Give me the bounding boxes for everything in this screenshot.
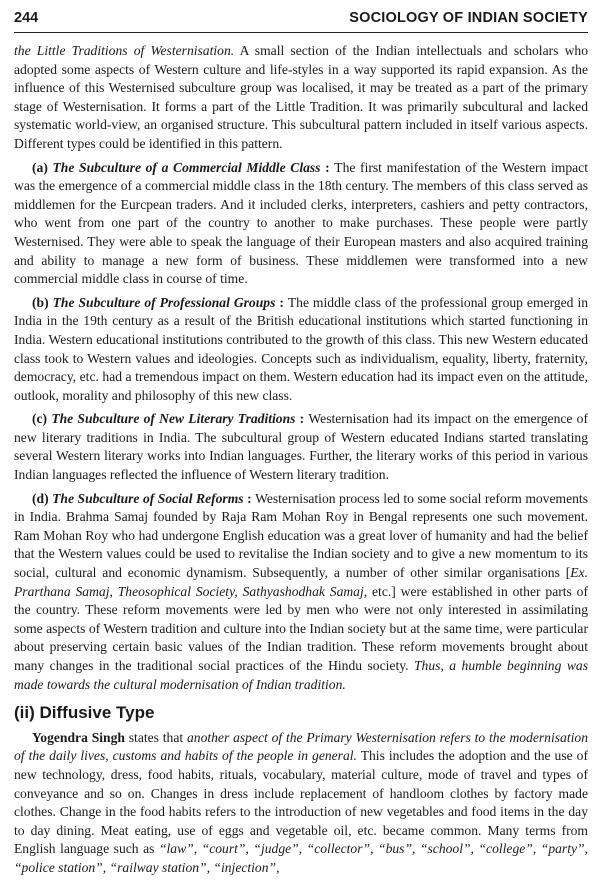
- intro-lead: the Little Traditions of Westernisation.: [14, 43, 235, 58]
- section-d-paragraph: (d) The Subculture of Social Reforms : Westernisation process led to some social reform movements in India. Brahma Samaj founded by Raja Ram Mohan Roy in Bengal represents one such movement. Ram Mohan Roy who had undergone English education was a great lover of humanity and had the belief that the Western values could be used to revitalise the Indian society and to give a new momentum to its social, cultural and economic dynamism. Subsequently, a number of other similar organisations [Ex. Prarthana Samaj, Theosophical Society, Sathyashodhak Samaj, etc.] were established in other parts of the country. These reform movements were led by men who were not only interested in assimilating some aspects of Western tradition and culture into the Indian society but at the same time, were particular about preserving certain basic values of the Indian tradition. These reform movements brought about many changes in the traditional social practices of the Hindu society. Thus, a humble beginning was made towards the cultural modernisation of Indian tradition.: [14, 490, 589, 692]
- diffusive-type-heading: (ii) Diffusive Type: [14, 703, 155, 723]
- section-d-text-1: Westernisation process led to some social reform movements in India. Brahma Samaj founded by Raja Ram Mohan Roy in Bengal represents one such movement. Ram Mohan Roy who had undergone English education was a great lover of humanity and had the belief that the Western values could be used to revitalise the Indian society and to give a new momentum to its social, cultural and economic dynamism. Subsequently, a number of other similar organisations [: [14, 490, 588, 581]
- section-c-text: Westernisation had its impact on the emergence of new literary traditions in India. The subcultural group of Western educated Indians started translating several Western literary works into Indian languages. Further, the literary works of this period in various Indian languages reflected the influence of Western literary tradition.: [14, 411, 588, 483]
- section-c-title: The Subculture of New Literary Traditions: [51, 411, 296, 427]
- diffusive-italic-statement: another aspect of the Primary Westernisation refers to the modernisation of the daily lives, customs and habits of the people in general.: [14, 729, 588, 764]
- diffusive-text: This includes the adoption and the use of new technology, dress, food habits, rituals, vocabulary, material culture, mode of travel and types of conveyance and so on. Changes in dress include replacement of handloom clothes by factory made clothes. Change in the food habits refers to the introduction of new vegetables and food items in the day to day dining. Meat eating, use of eggs and vegetable oil, etc. became common. Many terms from English language such as: [14, 748, 588, 857]
- running-head: SOCIOLOGY OF INDIAN SOCIETY: [349, 10, 588, 26]
- intro-paragraph: [14, 42, 588, 154]
- section-a-marker: (a): [32, 159, 48, 175]
- section-d-title: The Subculture of Social Reforms: [52, 490, 244, 506]
- diffusive-author: Yogendra Singh: [32, 729, 125, 745]
- diffusive-states: states that: [124, 729, 187, 745]
- section-d-marker: (d): [32, 490, 49, 506]
- diffusive-terms: “law”, “court”, “judge”, “collector”, “bus”, “school”, “college”, “party”, “police station”, “railway station”, “injection”,: [14, 841, 588, 875]
- page-header: [14, 6, 588, 33]
- section-b-paragraph: (b) The Subculture of Professional Groups : The middle class of the professional group emerged in India in the 19th century as a result of the British educational institutions which started functioning in India. Western educational institutions contributed to the growth of this class. This new Western educated class took to Western values and ideologies. Concepts such as individualism, equality, liberty, fraternity, democracy, etc. had a tremendous impact on them. Western education had its impact even on the attitude, outlook, morality and philosophy of this new class.: [14, 294, 589, 403]
- section-b-text: The middle class of the professional group emerged in India in the 19th century as a result of the British educational institutions which started functioning in India. Western educational institutions contributed to the growth of this class. This new Western educated class took to Western values and ideologies. Concepts such as individualism, equality, liberty, fraternity, democracy, etc. had a tremendous impact on them. Western education had its impact even on the attitude, outlook, morality and philosophy of this new class.: [14, 294, 589, 403]
- section-c-marker: (c): [32, 411, 48, 427]
- section-d-text-2: etc.] were established in other parts of the country. These reform movements were led by men who were not only interested in assimilating some aspects of Western tradition and culture into the Indian society but at the same time, were particular about preserving certain basic values of the Indian tradition. These reform movements brought about many changes in the traditional social practices of the Hindu society.: [14, 583, 588, 673]
- section-a-paragraph: (a) The Subculture of a Commercial Middle Class : The first manifestation of the Western impact was the emergence of a commercial middle class in the 18th century. The members of this class served as middlemen for the Eurcpean traders. And it included clerks, interpreters, cashiers and petty contractors, who went from one part of the country to another to make purchases. These people were partly Westernised. They were able to speak the language of their European masters and also acquired training and ability to manage a new form of business. These middlemen were transformed into a new commercial middle class in course of time.: [14, 159, 588, 287]
- section-d-closing: Thus, a humble beginning was made towards the cultural modernisation of Indian tradition.: [14, 658, 589, 692]
- section-a-text: The first manifestation of the Western impact was the emergence of a commercial middle class in the 18th century. The members of this class served as middlemen for the Eurcpean traders. And it included clerks, interpreters, cashiers and petty contractors, who went from one part of the country to another to make purchases. These people were partly Westernised. They were able to speak the language of their European masters and also acquired training and ability to manage a new form of business. These middlemen were transformed into a new commercial middle class in course of time.: [14, 159, 588, 287]
- page-number: 244: [14, 10, 39, 26]
- section-b-title: The Subculture of Professional Groups: [52, 294, 276, 310]
- page-body: [14, 42, 588, 883]
- section-a-title: The Subculture of a Commercial Middle Class: [52, 159, 321, 175]
- intro-text: A small section of the Indian intellectuals and scholars who adopted some aspects of Western culture and life-styles in a way supported its rapid expansion. As the influence of this Westernised subculture group was localised, it may be treated as a part of the primary stage of Westernisation. It forms a part of the Little Tradition. It was primarily subcultural and lacked systematic world-view, an organised structure. This subcultural pattern included in itself various aspects. Different types could be identified in this pattern.: [14, 43, 588, 151]
- section-b-marker: (b): [32, 294, 49, 310]
- section-d-examples: Ex. Prarthana Samaj, Theosophical Society, Sathyashodhak Samaj,: [14, 565, 588, 599]
- diffusive-paragraph: [14, 729, 588, 878]
- section-c-paragraph: (c) The Subculture of New Literary Traditions : Westernisation had its impact on the emergence of new literary traditions in India. The subcultural group of Western educated Indians started translating several Western literary works into Indian languages. Further, the literary works of this period in various Indian languages reflected the influence of Western literary tradition.: [14, 411, 588, 483]
